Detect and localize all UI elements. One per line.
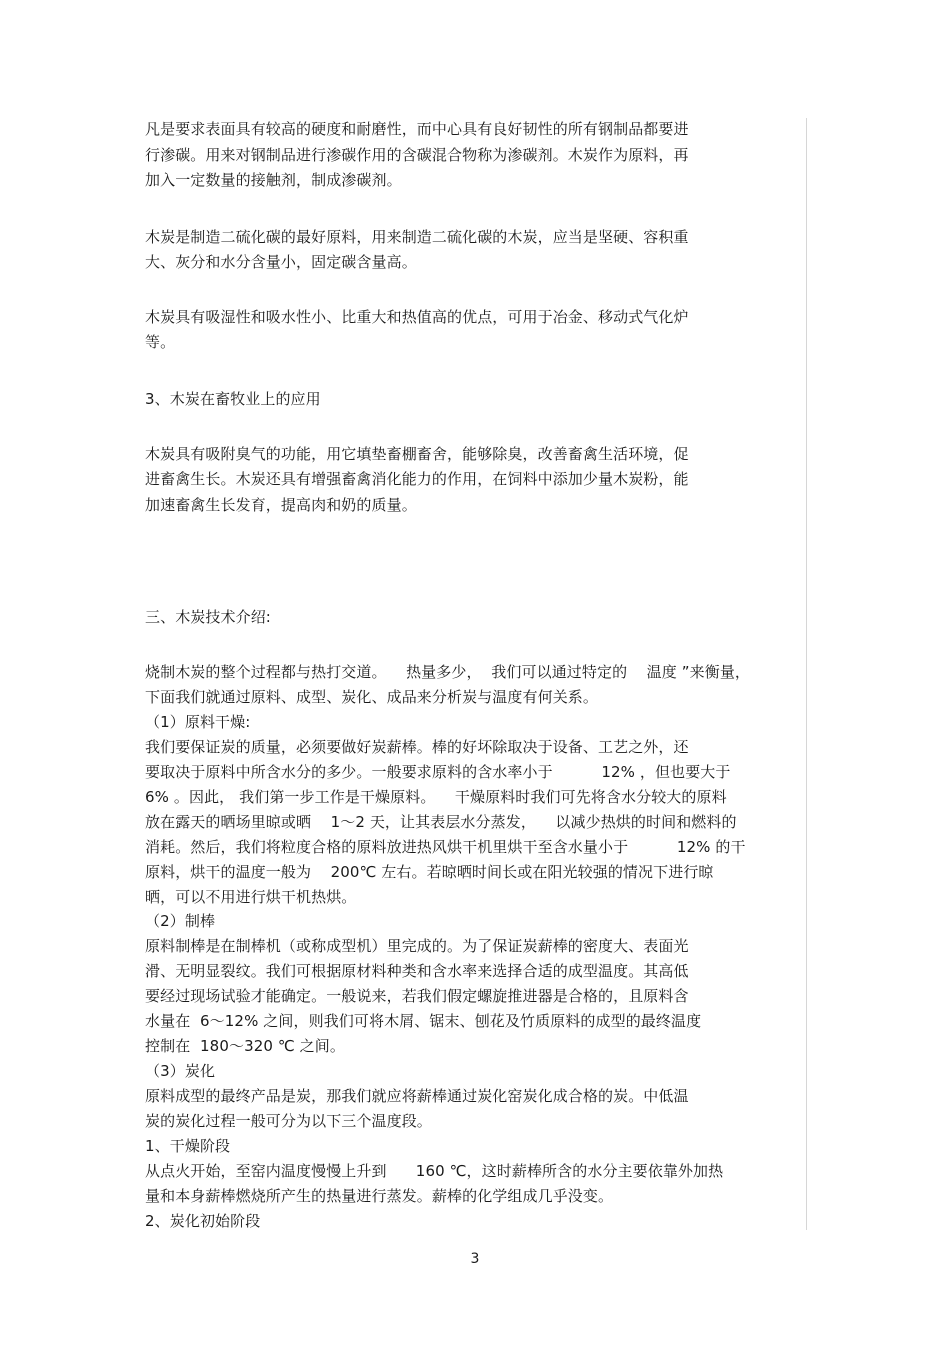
text-line: 加入一定数量的接触剂，制成渗碳剂。: [145, 171, 402, 189]
text-line: 水量在 6～12% 之间，则我们可将木屑、锯末、刨花及竹质原料的成型的最终温度: [145, 1012, 702, 1030]
subsection-heading: （2）制棒: [145, 912, 216, 930]
text-line: 大、灰分和水分含量小，固定碳含量高。: [145, 253, 417, 271]
text-line: 加速畜禽生长发育，提高肉和奶的质量。: [145, 496, 417, 514]
right-margin-rule: [806, 118, 807, 1230]
text-line: 消耗。然后，我们将粒度合格的原料放进热风烘干机里烘干至含水量小于 12% 的干: [145, 838, 746, 856]
text-line: 进畜禽生长。木炭还具有增强畜禽消化能力的作用，在饲料中添加少量木炭粉，能: [145, 470, 689, 488]
text-line: 原料成型的最终产品是炭，那我们就应将薪棒通过炭化窑炭化成合格的炭。中低温: [145, 1087, 689, 1105]
text-line: 烧制木炭的整个过程都与热打交道。 热量多少， 我们可以通过特定的 温度 ”来衡量，: [145, 663, 751, 681]
text-line: 滑、无明显裂纹。我们可根据原材料种类和含水率来选择合适的成型温度。其高低: [145, 962, 689, 980]
text-line: 要经过现场试验才能确定。一般说来，若我们假定螺旋推进器是合格的，且原料含: [145, 987, 689, 1005]
text-line: 木炭具有吸附臭气的功能，用它填垫畜棚畜舍，能够除臭，改善畜禽生活环境，促: [145, 445, 689, 463]
text-line: 原料制棒是在制棒机（或称成型机）里完成的。为了保证炭薪棒的密度大、表面光: [145, 937, 689, 955]
subsection-heading: 1、干燥阶段: [145, 1137, 231, 1155]
text-line: 等。: [145, 333, 176, 351]
text-line: 木炭具有吸湿性和吸水性小、比重大和热值高的优点，可用于冶金、移动式气化炉: [145, 308, 689, 326]
text-line: 凡是要求表面具有较高的硬度和耐磨性，而中心具有良好韧性的所有钢制品都要进: [145, 120, 689, 138]
text-line: 木炭是制造二硫化碳的最好原料，用来制造二硫化碳的木炭，应当是坚硬、容积重: [145, 228, 689, 246]
subsection-heading: 2、炭化初始阶段: [145, 1212, 261, 1230]
text-line: 量和本身薪棒燃烧所产生的热量进行蒸发。薪棒的化学组成几乎没变。: [145, 1187, 614, 1205]
text-line: 炭的炭化过程一般可分为以下三个温度段。: [145, 1112, 432, 1130]
subsection-heading: （1）原料干燥:: [145, 713, 251, 731]
text-line: 原料，烘干的温度一般为 200℃ 左右。若晾晒时间长或在阳光较强的情况下进行晾: [145, 863, 714, 881]
section-heading: 三、木炭技术介绍:: [145, 608, 271, 626]
text-line: 晒，可以不用进行烘干机热烘。: [145, 888, 357, 906]
text-line: 控制在 180～320 ℃ 之间。: [145, 1037, 345, 1055]
text-line: 下面我们就通过原料、成型、炭化、成品来分析炭与温度有何关系。: [145, 688, 599, 706]
subsection-heading: （3）炭化: [145, 1062, 216, 1080]
text-line: 行渗碳。用来对钢制品进行渗碳作用的含碳混合物称为渗碳剂。木炭作为原料，再: [145, 146, 689, 164]
text-line: 我们要保证炭的质量，必须要做好炭薪棒。棒的好坏除取决于设备、工艺之外，还: [145, 738, 689, 756]
section-heading: 3、木炭在畜牧业上的应用: [145, 390, 321, 408]
text-line: 放在露天的晒场里晾或晒 1～2 天，让其表层水分蒸发， 以减少热烘的时间和燃料的: [145, 813, 737, 831]
page-number: 3: [470, 1251, 480, 1267]
text-line: 6% 。因此， 我们第一步工作是干燥原料。 干燥原料时我们可先将含水分较大的原料: [145, 788, 727, 806]
text-line: 从点火开始，至窑内温度慢慢上升到 160 ℃，这时薪棒所含的水分主要依靠外加热: [145, 1162, 724, 1180]
text-line: 要取决于原料中所含水分的多少。一般要求原料的含水率小于 12% ，但也要大于: [145, 763, 731, 781]
